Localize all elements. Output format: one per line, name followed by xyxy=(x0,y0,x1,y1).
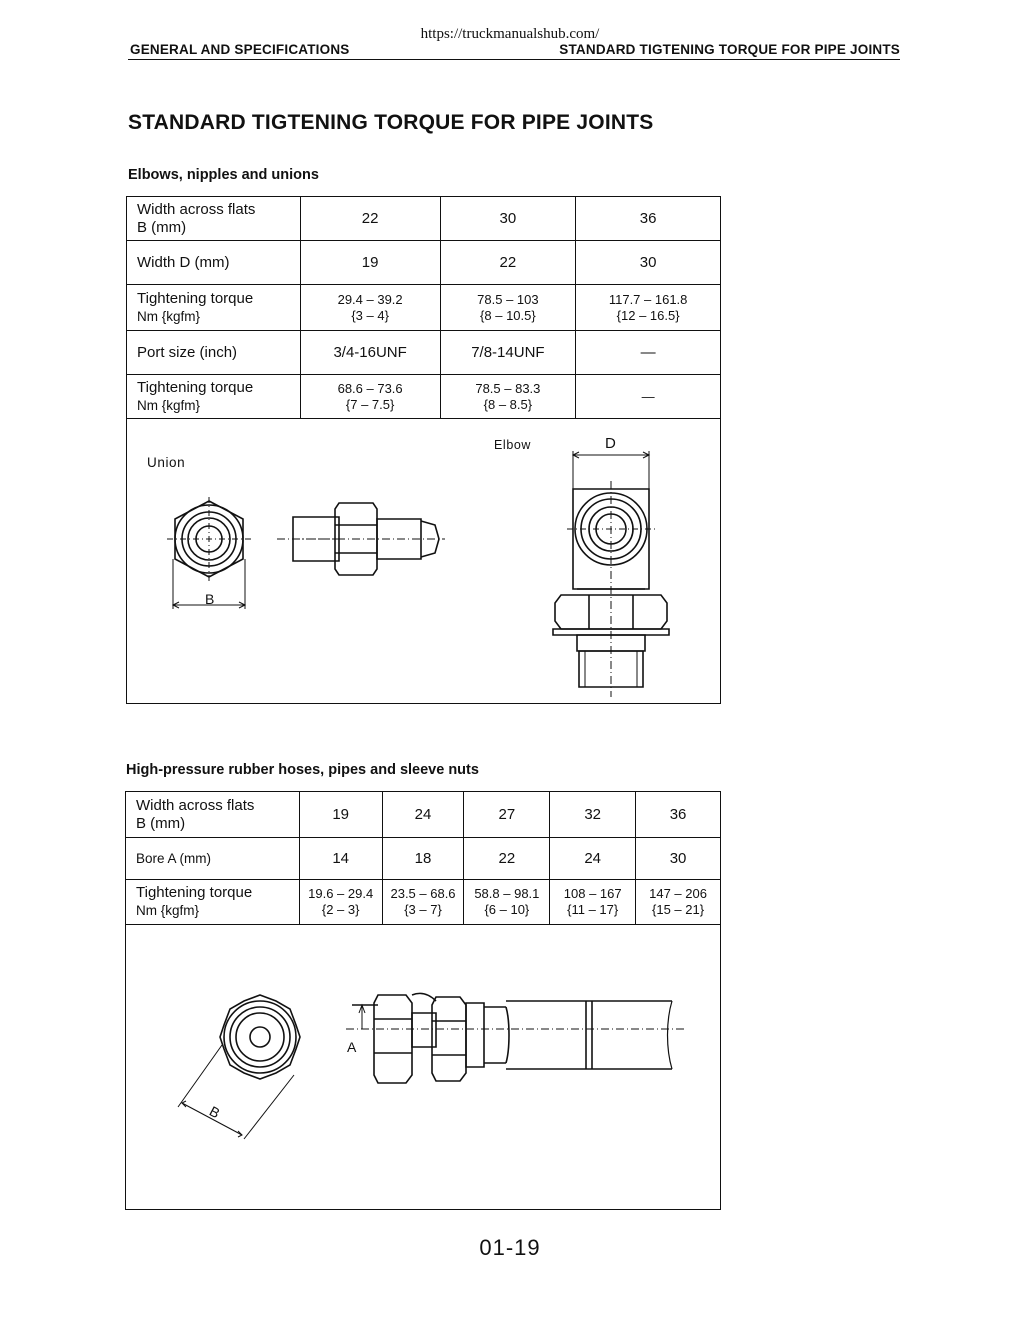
table-cell: — xyxy=(576,375,721,419)
table-cell: 19 xyxy=(300,241,440,285)
table-cell: 78.5 – 83.3 {8 – 8.5} xyxy=(440,375,576,419)
table-cell: 18 xyxy=(382,838,464,880)
fitting-hex-nut xyxy=(374,995,412,1083)
table-cell: 29.4 – 39.2 {3 – 4} xyxy=(300,285,440,331)
table-cell: 30 xyxy=(636,838,721,880)
section2-heading: High-pressure rubber hoses, pipes and sleeve nuts xyxy=(126,762,479,778)
table-cell: 30 xyxy=(576,241,721,285)
table-cell: 19.6 – 29.4 {2 – 3} xyxy=(299,880,382,925)
page-number: 01-19 xyxy=(479,1235,541,1260)
table-row xyxy=(127,241,721,285)
row-label: Width D (mm) xyxy=(127,241,301,285)
elbow-union-torque-table xyxy=(126,196,721,419)
table-cell: 30 xyxy=(440,197,576,241)
row-label: Width across flats B (mm) xyxy=(127,197,301,241)
hose-pipe-torque-table xyxy=(125,791,721,925)
table-cell: 22 xyxy=(440,241,576,285)
sleeve-nut-side xyxy=(432,997,466,1081)
row-label: Port size (inch) xyxy=(127,331,301,375)
table-row xyxy=(126,838,721,880)
union-label: Union xyxy=(147,455,186,470)
source-url[interactable]: https://truckmanualshub.com/ xyxy=(420,26,600,42)
table-row xyxy=(127,331,721,375)
table-cell: 24 xyxy=(550,838,636,880)
header-rule xyxy=(128,59,900,60)
table-cell: 22 xyxy=(300,197,440,241)
table-cell: 32 xyxy=(550,792,636,838)
table-row xyxy=(127,375,721,419)
table-cell: — xyxy=(576,331,721,375)
dimension-b-label: B xyxy=(205,591,215,607)
header-section-title: GENERAL AND SPECIFICATIONS xyxy=(130,42,350,57)
table-cell: 68.6 – 73.6 {7 – 7.5} xyxy=(300,375,440,419)
row-label: Tightening torque Nm {kgfm} xyxy=(126,880,300,925)
union-elbow-drawing xyxy=(127,419,720,703)
table-row xyxy=(126,880,721,925)
table-cell: 22 xyxy=(464,838,550,880)
sleeve-nut-drawing xyxy=(126,925,720,1209)
table-cell: 36 xyxy=(576,197,721,241)
dimension-b-label: B xyxy=(206,1102,223,1122)
table-cell: 7/8-14UNF xyxy=(440,331,576,375)
dimension-d-label: D xyxy=(605,435,616,452)
table-cell: 24 xyxy=(382,792,464,838)
table-cell: 78.5 – 103 {8 – 10.5} xyxy=(440,285,576,331)
table-cell: 14 xyxy=(299,838,382,880)
sleeve-nut-figure xyxy=(125,924,721,1210)
table-cell: 3/4-16UNF xyxy=(300,331,440,375)
table-cell: 108 – 167 {11 – 17} xyxy=(550,880,636,925)
header-page-title: STANDARD TIGTENING TORQUE FOR PIPE JOINTS xyxy=(559,42,900,57)
page-title: STANDARD TIGTENING TORQUE FOR PIPE JOINTS xyxy=(128,111,654,134)
dimension-a-label: A xyxy=(347,1039,357,1055)
section1-heading: Elbows, nipples and unions xyxy=(128,167,319,183)
table-cell: 147 – 206 {15 – 21} xyxy=(636,880,721,925)
table-cell: 58.8 – 98.1 {6 – 10} xyxy=(464,880,550,925)
table-cell: 36 xyxy=(636,792,721,838)
row-label: Width across flats B (mm) xyxy=(126,792,300,838)
table-cell: 23.5 – 68.6 {3 – 7} xyxy=(382,880,464,925)
table-row xyxy=(127,285,721,331)
table-cell: 117.7 – 161.8 {12 – 16.5} xyxy=(576,285,721,331)
row-label: Bore A (mm) xyxy=(126,838,300,880)
row-label: Tightening torque Nm {kgfm} xyxy=(127,375,301,419)
table-cell: 19 xyxy=(299,792,382,838)
elbow-label: Elbow xyxy=(494,438,532,452)
table-row xyxy=(127,197,721,241)
table-cell: 27 xyxy=(464,792,550,838)
table-row xyxy=(126,792,721,838)
union-elbow-figure xyxy=(126,418,721,704)
row-label: Tightening torque Nm {kgfm} xyxy=(127,285,301,331)
